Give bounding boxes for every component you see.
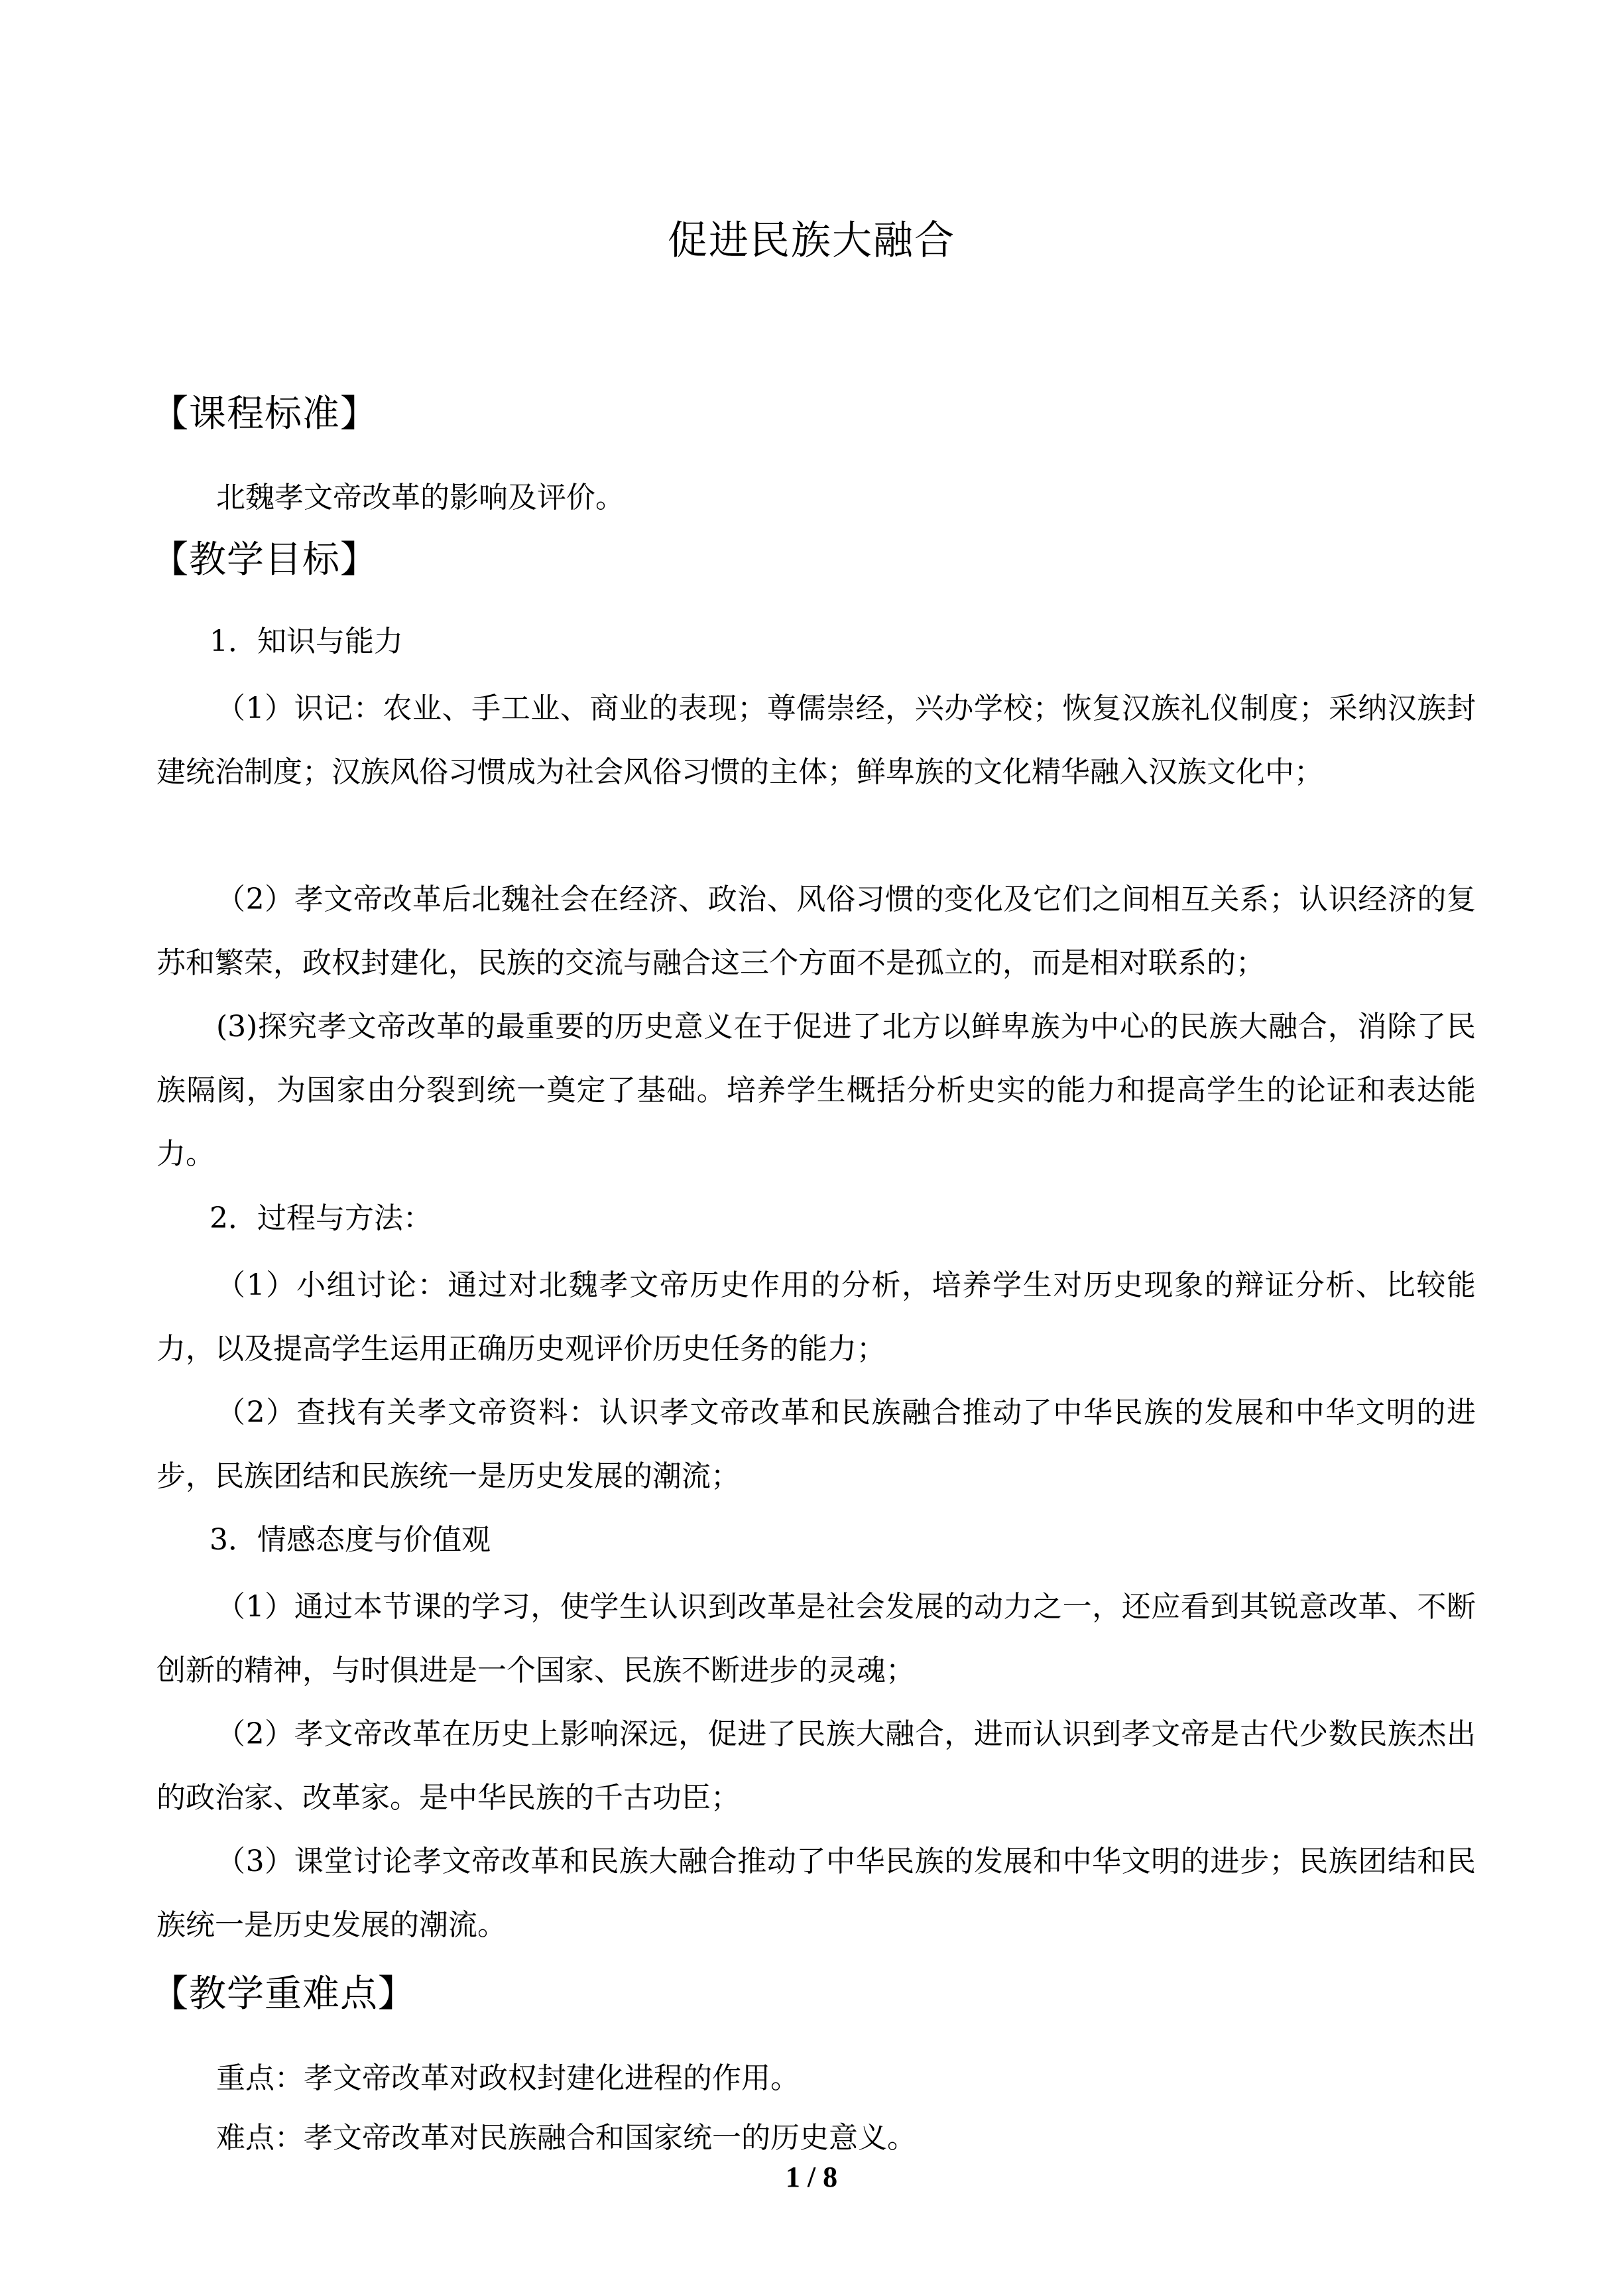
process-method-title: 2．过程与方法：: [210, 1201, 432, 1235]
emotion-item-2: （2）孝文帝改革在历史上影响深远，促进了民族大融合，进而认识到孝文帝是古代少数民族杰出的政治家、改革家。是中华民族的千古功臣；: [156, 1717, 1476, 1815]
heading-teaching-goals: 【教学目标】: [151, 538, 378, 581]
knowledge-ability-title: 1．知识与能力: [210, 625, 403, 658]
curriculum-standard-text: 北魏孝文帝改革的影响及评价。: [216, 481, 625, 514]
key-point-focus: 重点：孝文帝改革对政权封建化进程的作用。: [216, 2061, 800, 2095]
key-point-difficulty: 难点：孝文帝改革对民族融合和国家统一的历史意义。: [216, 2121, 916, 2155]
heading-curriculum-standard: 【课程标准】: [151, 393, 378, 436]
heading-key-points: 【教学重难点】: [151, 1972, 416, 2016]
emotion-values-title: 3．情感态度与价值观: [210, 1523, 491, 1557]
knowledge-item-1: （1）识记：农业、手工业、商业的表现；尊儒崇经，兴办学校；恢复汉族礼仪制度；采纳汉族封建统治制度；汉族风俗习惯成为社会风俗习惯的主体；鲜卑族的文化精华融入汉族文化中；: [156, 692, 1476, 789]
page-number: 1 / 8: [785, 2161, 838, 2193]
process-item-2: （2）查找有关孝文帝资料：认识孝文帝改革和民族融合推动了中华民族的发展和中华文明的进步，民族团结和民族统一是历史发展的潮流；: [156, 1396, 1476, 1493]
emotion-item-3: （3）课堂讨论孝文帝改革和民族大融合推动了中华民族的发展和中华文明的进步；民族团结和民族统一是历史发展的潮流。: [156, 1844, 1476, 1942]
process-item-1: （1）小组讨论：通过对北魏孝文帝历史作用的分析，培养学生对历史现象的辩证分析、比较能力，以及提高学生运用正确历史观评价历史任务的能力；: [156, 1268, 1476, 1366]
emotion-item-1: （1）通过本节课的学习，使学生认识到改革是社会发展的动力之一，还应看到其锐意改革、不断创新的精神，与时俱进是一个国家、民族不断进步的灵魂；: [156, 1590, 1476, 1687]
document-title: 促进民族大融合: [668, 217, 955, 264]
knowledge-item-3: (3)探究孝文帝改革的最重要的历史意义在于促进了北方以鲜卑族为中心的民族大融合，消除了民族隔阂，为国家由分裂到统一奠定了基础。培养学生概括分析史实的能力和提高学生的论证和表达能力。: [156, 1010, 1476, 1171]
knowledge-item-2: （2）孝文帝改革后北魏社会在经济、政治、风俗习惯的变化及它们之间相互关系；认识经济的复苏和繁荣，政权封建化，民族的交流与融合这三个方面不是孤立的，而是相对联系的；: [156, 882, 1476, 980]
